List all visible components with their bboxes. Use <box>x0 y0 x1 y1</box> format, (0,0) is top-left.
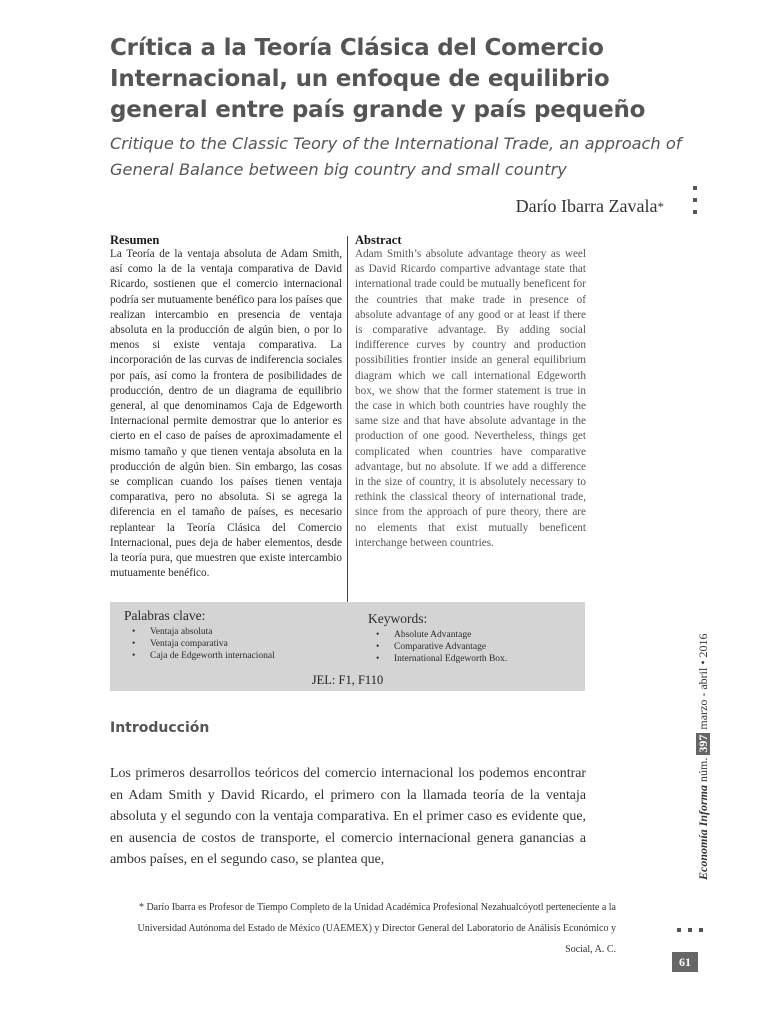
jel-codes: JEL: F1, F110 <box>311 673 384 687</box>
list-item: • Caja de Edgeworth internacional <box>124 650 344 662</box>
issue-date: marzo - abril • 2016 <box>696 633 710 730</box>
resumen-column <box>110 233 342 581</box>
decorative-dots-icon <box>693 186 699 216</box>
page-number-badge: 61 <box>672 952 698 972</box>
palabras-clave-section <box>124 608 344 662</box>
list-item: • Absolute Advantage <box>368 629 583 641</box>
resumen-heading: Resumen <box>110 233 160 247</box>
journal-name: Economía Informa <box>696 784 710 880</box>
journal-sidebar <box>696 633 711 880</box>
column-divider <box>347 236 348 646</box>
keywords-section <box>368 611 583 665</box>
palabras-clave-list <box>124 626 344 662</box>
resumen-text: La Teoría de la ventaja absoluta de Adam Smith, así como la de la ventaja comparativa de David Ricardo, sostienen que el comercio internacional podría ser mutuamente benéfico para los países que realizan intercambio en presencia de ventaja absoluta en la producción de algún bien, o por lo menos si existe ventaja comparativa. La incorporación de las curvas de indiferencia sociales por país, así como la frontera de posibilidades de producción, dentro de un diagrama de equilibrio general, al que denominamos Caja de Edgeworth Internacional permite demostrar que lo anterior es cierto en el caso de países de aproximadamente el mismo tamaño y que tienen ventaja absoluta en la producción de algún bien. Sin embargo, las cosas se complican cuando los países tienen ventaja comparativa, pero no absoluta. Si se agrega la diferencia en el tamaño de países, es necesario replantear la Teoría Clásica del Comercio Internacional, pues deja de haber elementos, desde la teoría pura, que muestren que existe intercambio mutuamente benéfico. <box>110 248 342 580</box>
article-subtitle-english: Critique to the Classic Teory of the International Trade, an approach of General Balance between big country and small country <box>110 134 682 179</box>
keywords-list <box>368 629 583 665</box>
decorative-dots-icon <box>677 928 707 934</box>
keywords-box <box>110 602 585 691</box>
article-title: Crítica a la Teoría Clásica del Comercio Internacional, un enfoque de equilibrio general entre país grande y país pequeño <box>110 35 646 123</box>
list-item: • Ventaja absoluta <box>124 626 344 638</box>
abstract-heading: Abstract <box>355 233 402 247</box>
issue-label: núm. <box>696 757 710 782</box>
palabras-clave-title: Palabras clave: <box>124 608 206 623</box>
abstract-text: Adam Smith’s absolute advantage theory as weel as David Ricardo compartive advantage state that international trade could be mutually beneficent for the countries that make trade in presence of absolute advantage of any good or at least if there is comparative advantage. By adding social indifference curves by country and production possibilities frontier inside an general equilibrium diagram which we call international Edgeworth box, we show that the former statement is true in the case in which both countries have roughly the same size and that have absolute advantage in the production of one good. Nevertheless, things get complicated when countries have comparative advantage, but no absolute. If we add a difference in the size of country, it is absolutely necessary to rethink the classical theory of international trade, since from the approach of pure theory, there are no elements that exist mutually beneficent interchange between countries. <box>355 248 586 549</box>
keywords-title: Keywords: <box>368 611 428 626</box>
abstract-column <box>355 233 586 551</box>
author-name: Darío Ibarra Zavala <box>515 196 658 216</box>
intro-paragraph: Los primeros desarrollos teóricos del comercio internacional los podemos encontrar en Adam Smith y David Ricardo, el primero con la llamada teoría de la ventaja absoluta y el segundo con la ventaja comparativa. En el primer caso es evidente que, en ausencia de costos de transporte, el comercio internacional genera ganancias a ambos países, en el segundo caso, se plantea que, <box>110 766 586 867</box>
list-item: • Comparative Advantage <box>368 641 583 653</box>
footnote-marker: * <box>657 199 664 214</box>
list-item: • International Edgeworth Box. <box>368 653 583 665</box>
issue-number-badge: 397 <box>696 734 710 753</box>
section-heading-introduccion: Introducción <box>110 720 210 736</box>
author-line <box>516 196 664 217</box>
author-footnote: * Darío Ibarra es Profesor de Tiempo Completo de la Unidad Académica Profesional Nezahualcóyotl perteneciente a la Universidad Autónoma del Estado de México (UAEMEX) y Director General del Laboratorio de Análisis Económico y Social, A. C. <box>137 902 616 955</box>
list-item: • Ventaja comparativa <box>124 638 344 650</box>
